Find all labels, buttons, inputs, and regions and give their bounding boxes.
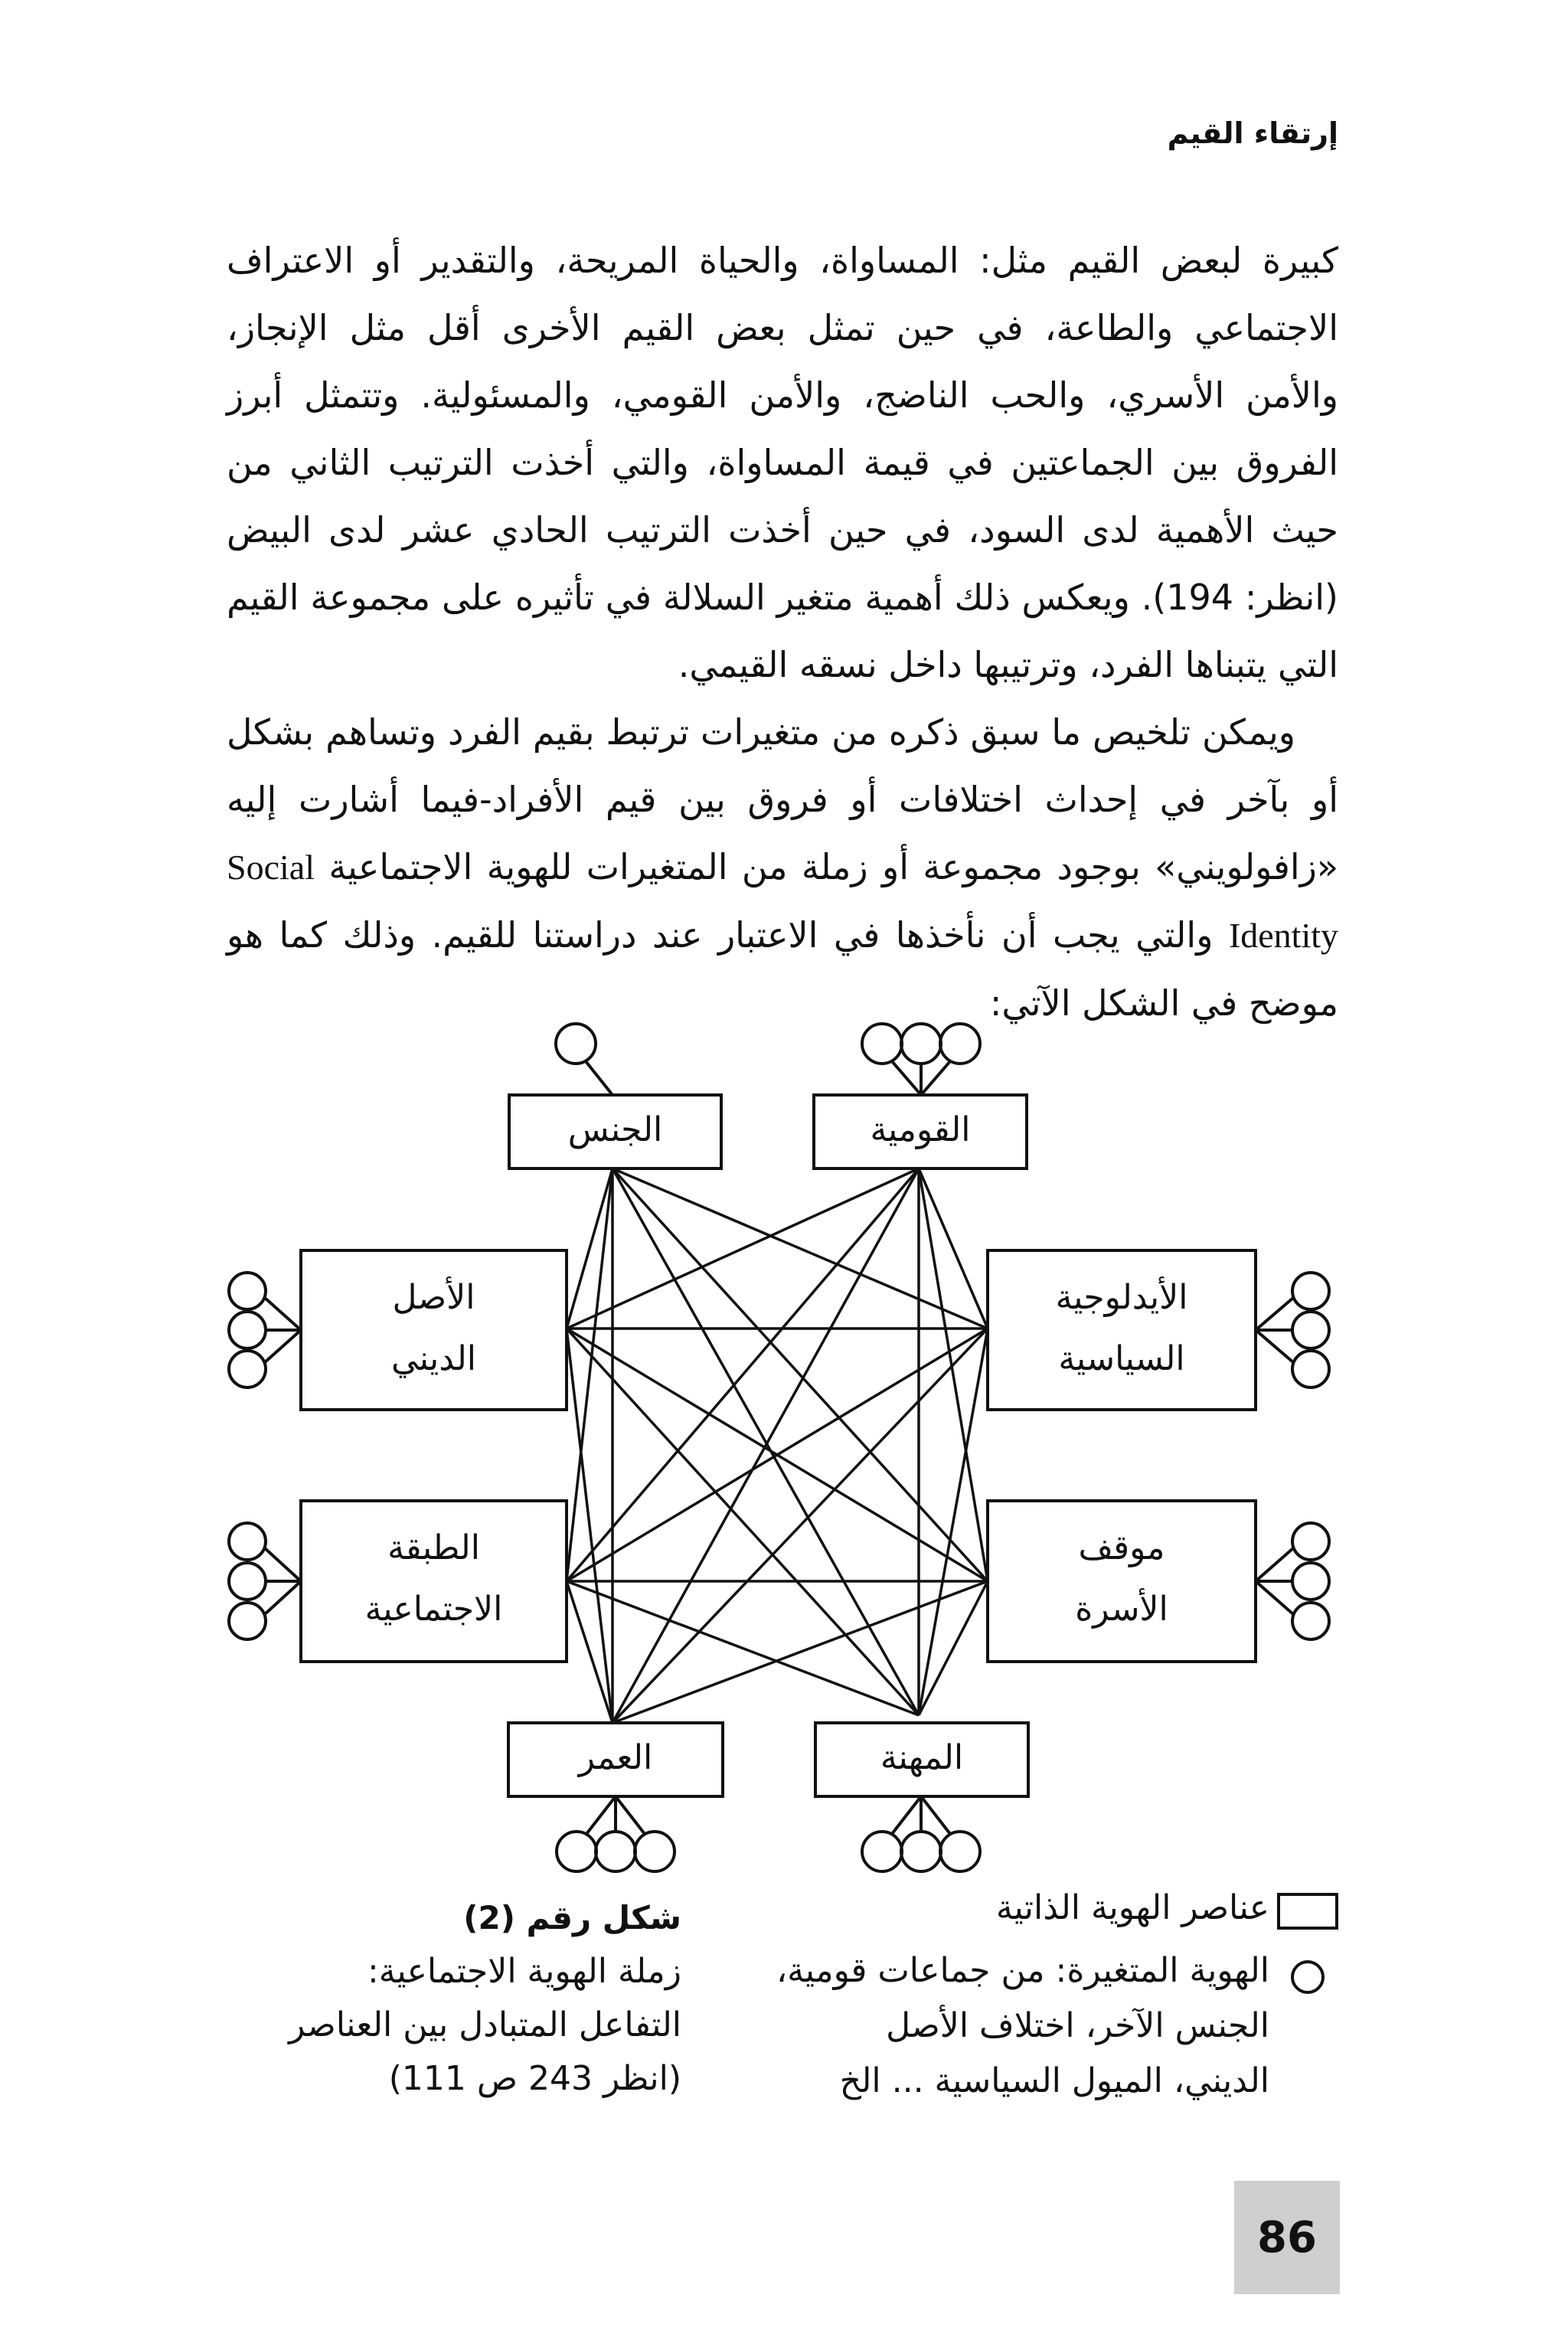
label-political-ideology-line2: السياسية: [1058, 1339, 1185, 1378]
latin-term: Social Identity: [227, 848, 1339, 955]
label-family-position-line1: موقف: [1078, 1528, 1165, 1567]
caption-line-1: زملة الهوية الاجتماعية:: [367, 1952, 681, 1991]
label-social-class-line1: الطبقة: [387, 1528, 480, 1567]
label-political-ideology: [988, 1267, 1256, 1390]
legend-circle-line-2: الجنس الآخر، اختلاف الأصل: [886, 2006, 1269, 2045]
paragraph-1: كبيرة لبعض القيم مثل: المساواة، والحياة المريحة، والتقدير أو الاعتراف الاجتماعي والطاعة، في حين تمثل بعض القيم الأخرى أقل مثل الإنجاز، والأمن الأسري، والحب الناضج، والأمن القومي، والمسئولية. وتتمثل أبرز الفروق بين الجماعتين في قيمة المساواة، والتي أخذت الترتيب الثاني من حيث الأهمية لدى السود، في حين أخذت الترتيب الحادي عشر لدى البيض (انظر: 194). ويعكس ذلك أهمية متغير السلالة في تأثيره على مجموعة القيم التي يتبناها الفرد، وترتيبها داخل نسقه القيمي.: [227, 240, 1339, 685]
label-occupation: المهنة: [880, 1738, 964, 1777]
label-social-class-line2: الاجتماعية: [364, 1590, 503, 1629]
square-icon: [1277, 1893, 1338, 1930]
page-number: 86: [1234, 2181, 1340, 2294]
legend-square-label: عناصر الهوية الذاتية: [995, 1888, 1269, 1927]
label-political-ideology-line1: الأيدلوجية: [1055, 1278, 1188, 1317]
paragraph-2-part-2: والتي يجب أن نأخذها في الاعتبار عند دراستنا للقيم. وذلك كما هو موضح في الشكل الآتي:: [227, 914, 1338, 1024]
label-social-class: [301, 1518, 567, 1640]
figure-number: شكل رقم (2): [463, 1899, 681, 1937]
label-age: العمر: [578, 1738, 653, 1777]
figure-legend: [726, 1881, 1338, 2109]
circle-clusters: [229, 1024, 1329, 1871]
legend-circle-line-1: الهوية المتغيرة: من جماعات قومية،: [776, 1951, 1269, 1990]
label-gender: الجنس: [567, 1110, 663, 1149]
running-head: إرتقاء القيم: [1167, 116, 1338, 150]
connection-lines: [567, 1168, 988, 1723]
legend-circle-line-3: الديني، الميول السياسية ... الخ: [839, 2061, 1269, 2100]
paragraph-2-part-1: ويمكن تلخيص ما سبق ذكره من متغيرات ترتبط بقيم الفرد وتساهم بشكل أو بآخر في إحداث اختلافات أو فروق بين قيم الأفراد-فيما أشارت إليه «زافولويني» بوجود مجموعة أو زملة من المتغيرات للهوية الاجتماعية: [227, 711, 1338, 887]
legend-square-row: [726, 1881, 1338, 1936]
label-religious-origin-line1: الأصل: [392, 1278, 475, 1317]
caption-line-2: التفاعل المتبادل بين العناصر: [289, 2005, 681, 2044]
legend-circle-row: [726, 1943, 1338, 2109]
label-religious-origin-line2: الديني: [391, 1339, 476, 1378]
caption-line-3: (انظر 243 ص 111): [388, 2059, 681, 2098]
label-family-position-line2: الأسرة: [1075, 1590, 1168, 1629]
label-family-position: [988, 1518, 1256, 1640]
figure-caption: [222, 1891, 681, 2106]
circle-icon: [1291, 1960, 1325, 1994]
identity-boxes: [301, 1095, 1256, 1796]
label-religious-origin: [301, 1267, 567, 1390]
label-nationality: القومية: [870, 1110, 971, 1149]
